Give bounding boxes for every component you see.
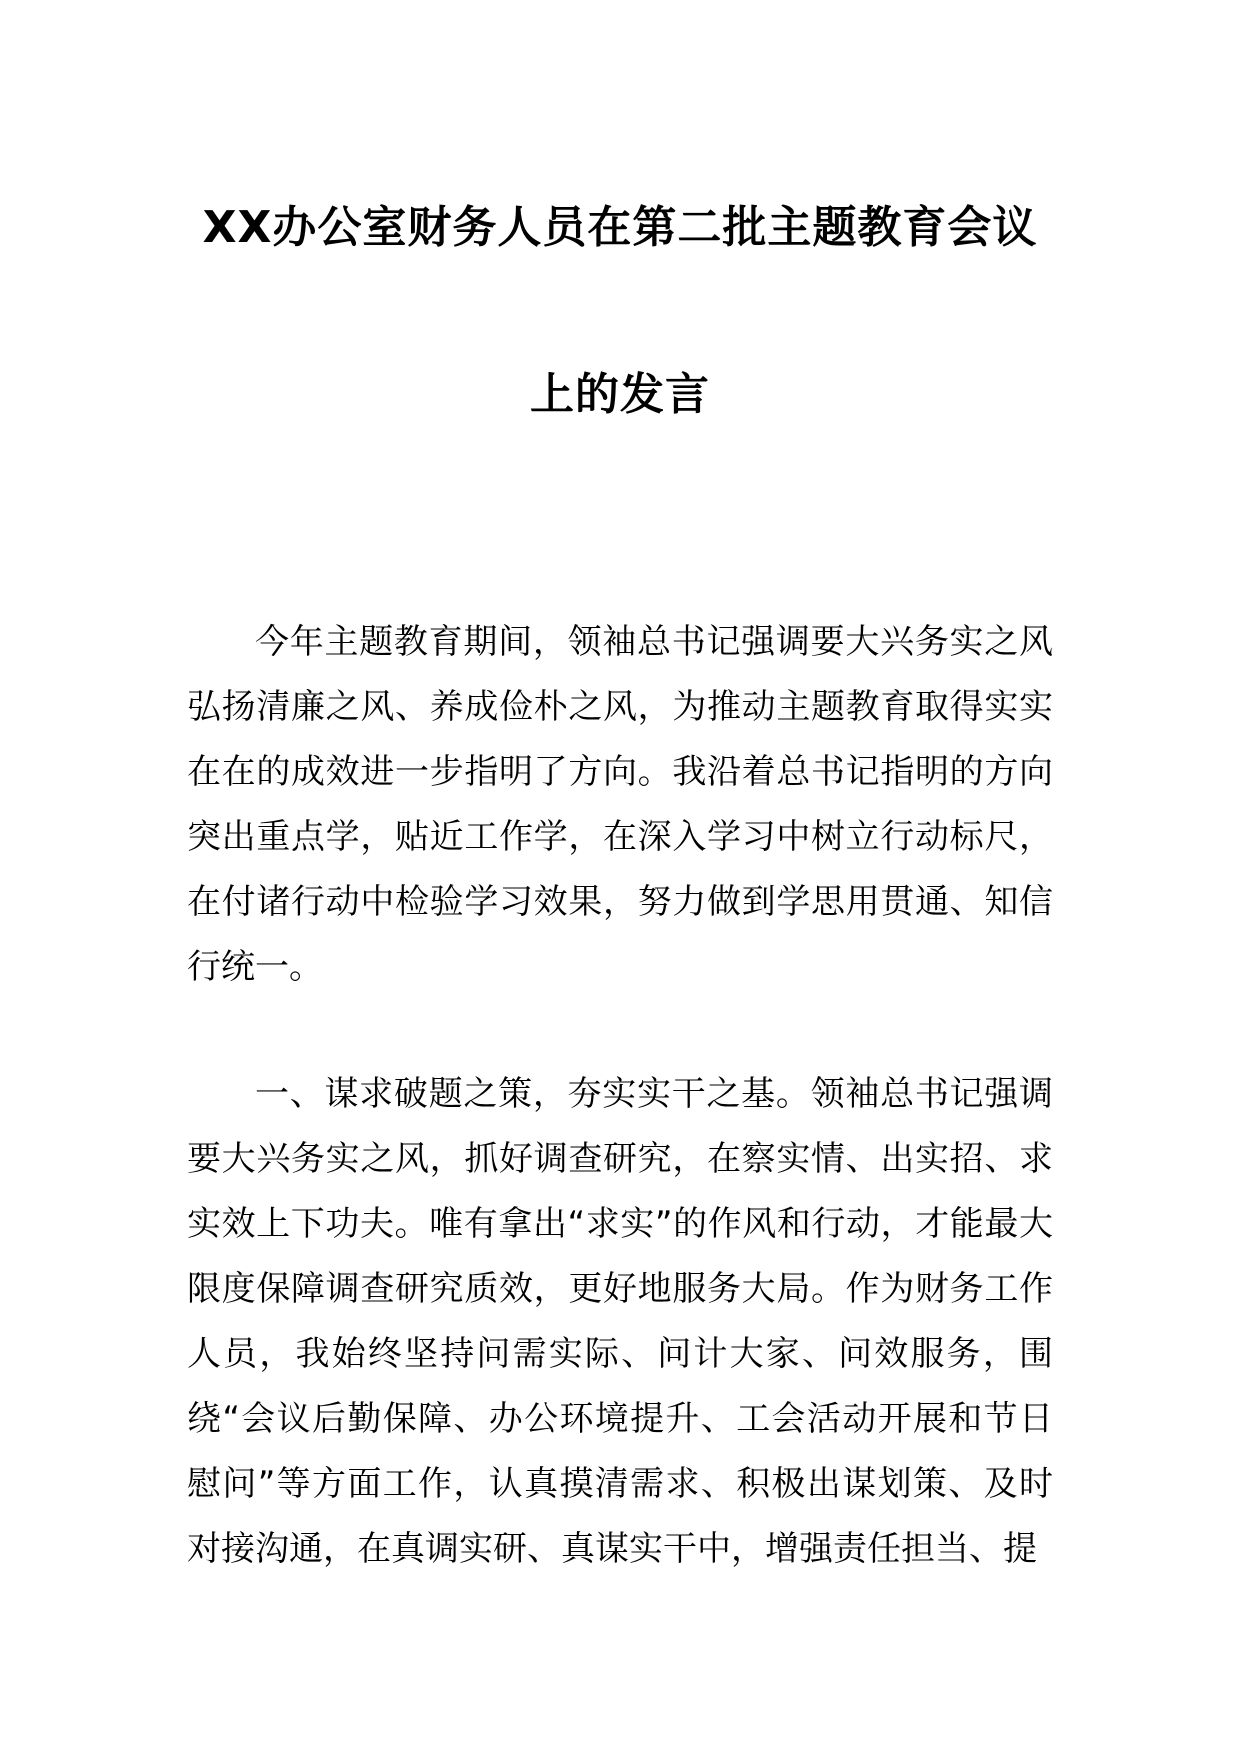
- body-paragraph-intro: 今年主题教育期间，领袖总书记强调要大兴务实之风弘扬清廉之风、养成俭朴之风，为推动主题教育取得实实在在的成效进一步指明了方向。我沿着总书记指明的方向突出重点学，贴近工作学，在深入学习中树立行动标尺，在付诸行动中检验学习效果，努力做到学思用贯通、知信行统一。: [187, 622, 1053, 987]
- document-title: [150, 198, 1090, 425]
- body-paragraph-section-1: 一、谋求破题之策，夯实实干之基。领袖总书记强调要大兴务实之风，抓好调查研究，在察实情、出实招、求实效上下功夫。唯有拿出“求实”的作风和行动，才能最大限度保障调查研究质效，更好地服务大局。作为财务工作人员，我始终坚持问需实际、问计大家、问效服务，围绕“会议后勤保障、办公环境提升、工会活动开展和节日慰问”等方面工作，认真摸清需求、积极出谋划策、及时对接沟通，在真调实研、真谋实干中，增强责任担当、提: [187, 1074, 1053, 1569]
- title-line-1: XX办公室财务人员在第二批主题教育会议: [202, 202, 1038, 253]
- title-line-2: 上的发言: [530, 369, 710, 420]
